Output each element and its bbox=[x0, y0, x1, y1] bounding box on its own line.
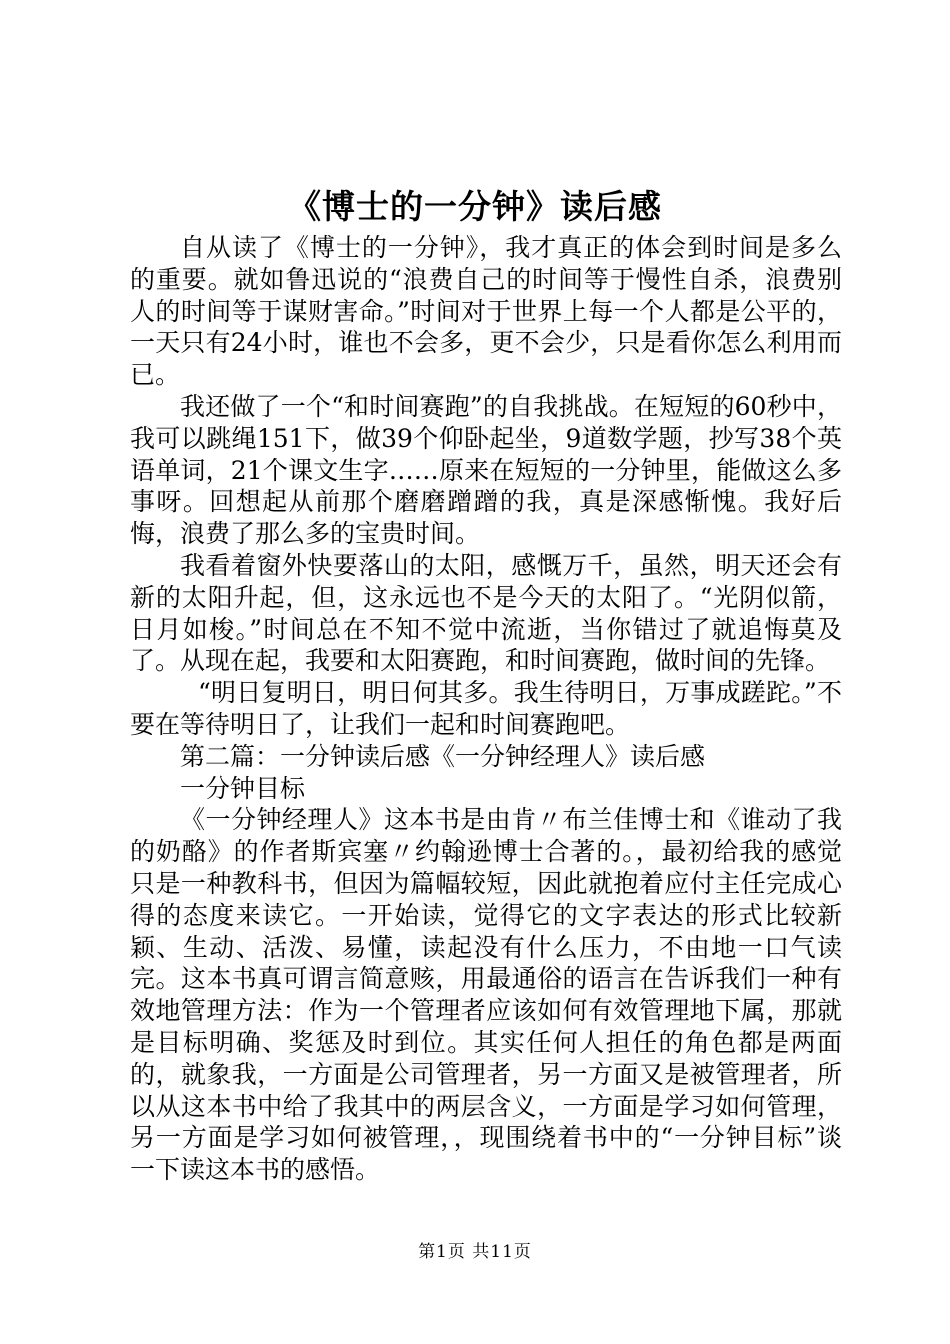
paragraph-1: 自从读了《博士的一分钟》，我才真正的体会到时间是多么的重要。就如鲁迅说的“浪费自己的时间等于慢性自杀，浪费别人的时间等于谋财害命。”时间对于世界上每一个人都是公平的，一天只有24小时，谁也不会多，更不会少，只是看你怎么利用而已。 bbox=[130, 233, 842, 390]
paragraph-4: “明日复明日，明日何其多。我生待明日，万事成蹉跎。”不要在等待明日了，让我们一起和时间赛跑吧。 bbox=[130, 678, 842, 739]
paragraph-3: 我看着窗外快要落山的太阳，感慨万千，虽然，明天还会有新的太阳升起，但，这永远也不是今天的太阳了。“光阴似箭，日月如梭。”时间总在不知不觉中流逝，当你错过了就追悔莫及了。从现在起，我要和太阳赛跑，和时间赛跑，做时间的先锋。 bbox=[130, 550, 842, 676]
subsection-heading: 一分钟目标 bbox=[180, 773, 306, 803]
document-body bbox=[130, 232, 842, 1186]
section-heading: 第二篇：一分钟读后感《一分钟经理人》读后感 bbox=[180, 741, 706, 771]
paragraph-5: 《一分钟经理人》这本书是由肯〃布兰佳博士和《谁动了我的奶酪》的作者斯宾塞〃约翰逊博士合著的。，最初给我的感觉只是一种教科书，但因为篇幅较短，因此就抱着应付主任完成心得的态度来读它。一开始读，觉得它的文字表达的形式比较新颖、生动、活泼、易懂，读起没有什么压力，不由地一口气读完。这本书真可谓言简意赅，用最通俗的语言在告诉我们一种有效地管理方法：作为一个管理者应该如何有效管理地下属，那就是目标明确、奖惩及时到位。其实任何人担任的角色都是两面的，就象我，一方面是公司管理者，另一方面又是被管理者，所以从这本书中给了我其中的两层含义，一方面是学习如何管理，另一方面是学习如何被管理，，现围绕着书中的“一分钟目标”谈一下读这本书的感悟。 bbox=[130, 805, 842, 1185]
document-title: 《博士的一分钟》读后感 bbox=[288, 187, 662, 226]
paragraph-2: 我还做了一个“和时间赛跑”的自我挑战。在短短的60秒中，我可以跳绳151下，做39个仰卧起坐，9道数学题，抄写38个英语单词，21个课文生字……原来在短短的一分钟里，能做这么多事呀。回想起从前那个磨磨蹭蹭的我，真是深感惭愧。我好后悔，浪费了那么多的宝贵时间。 bbox=[130, 391, 842, 549]
page-footer: 第1页 共11页 bbox=[418, 1242, 532, 1262]
